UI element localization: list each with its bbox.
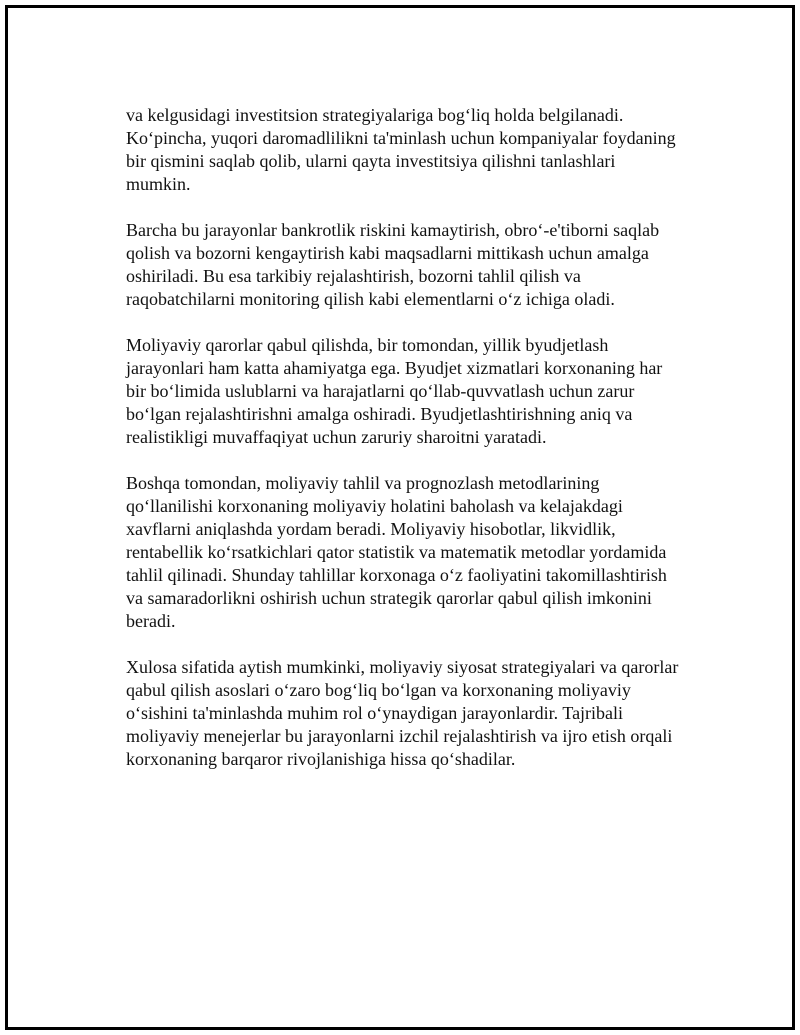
paragraph-2: Barcha bu jarayonlar bankrotlik riskini kamaytirish, obro‘-e'tiborni saqlab qolish va bozorni kengaytirish kabi maqsadlarni mittikash uchun amalga oshiriladi. Bu esa tarkibiy rejalashtirish, bozorni tahlil qilish va raqobatchilarni monitoring qilish kabi elementlarni o‘z ichiga oladi. bbox=[126, 220, 660, 309]
page-frame bbox=[5, 5, 795, 1030]
document-body bbox=[126, 104, 706, 794]
paragraph-1: va kelgusidagi investitsion strategiyalariga bog‘liq holda belgilanadi. Ko‘pincha, yuqori daromadlilikni ta'minlash uchun kompaniyalar foydaning bir qismini saqlab qolib, ularni qayta investitsiya qilishni tanlashlari mumkin. bbox=[126, 105, 676, 194]
paragraph-4: Boshqa tomondan, moliyaviy tahlil va prognozlash metodlarining qo‘llanilishi korxonaning moliyaviy holatini baholash va kelajakdagi xavflarni aniqlashda yordam beradi. Moliyaviy hisobotlar, likvidlik, rentabellik ko‘rsatkichlari qator statistik va matematik metodlar yordamida tahlil qilinadi. Shunday tahlillar korxonaga o‘z faoliyatini takomillashtirish va samaradorlikni oshirish uchun strategik qarorlar qabul qilish imkonini beradi. bbox=[126, 473, 667, 631]
paragraph-3: Moliyaviy qarorlar qabul qilishda, bir tomondan, yillik byudjetlash jarayonlari ham katta ahamiyatga ega. Byudjet xizmatlari korxonaning har bir bo‘limida uslublarni va harajatlarni qo‘llab-quvvatlash uchun zarur bo‘lgan rejalashtirishni amalga oshiradi. Byudjetlashtirishning aniq va realistikligi muvaffaqiyat uchun zaruriy sharoitni yaratadi. bbox=[126, 335, 663, 447]
paragraph-5: Xulosa sifatida aytish mumkinki, moliyaviy siyosat strategiyalari va qarorlar qabul qilish asoslari o‘zaro bog‘liq bo‘lgan va korxonaning moliyaviy o‘sishini ta'minlashda muhim rol o‘ynaydigan jarayonlardir. Tajribali moliyaviy menejerlar bu jarayonlarni izchil rejalashtirish va ijro etish orqali korxonaning barqaror rivojlanishiga hissa qo‘shadilar. bbox=[126, 657, 679, 769]
